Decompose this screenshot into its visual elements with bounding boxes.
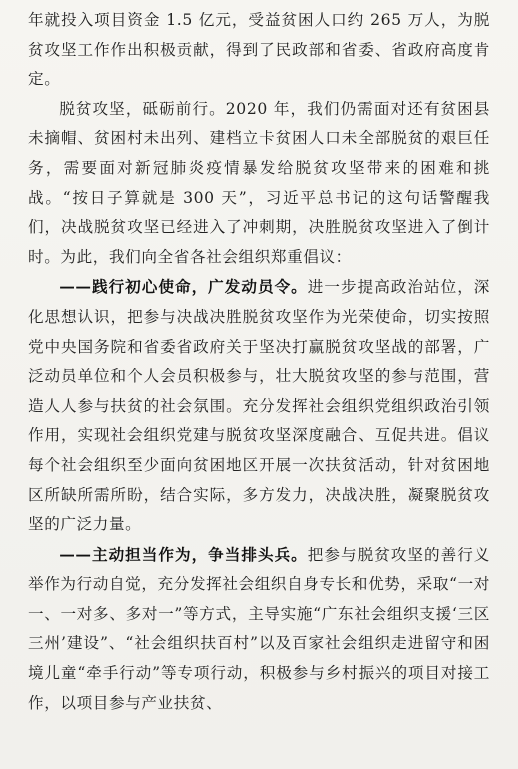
paragraph-2-text: 脱贫攻坚，砥砺前行。2020 年，我们仍需面对还有贫困县未摘帽、贫困村未出列、建档立卡贫困人口未全部脱贫的艰巨任务，需要面对新冠肺炎疫情暴发给脱贫攻坚带来的困难和挑战。“按日子算就是 300 天”，习近平总书记的这句话警醒我们，决战脱贫攻坚已经进入了冲刺期，决胜脱贫攻坚进入了倒计时。为此，我们向全省各社会组织郑重倡议： — [28, 99, 490, 266]
paragraph-2 — [28, 95, 490, 273]
paragraph-3-heading: ——践行初心使命，广发动员令。 — [59, 277, 308, 297]
paragraph-1 — [28, 6, 490, 95]
paragraph-4-heading: ——主动担当作为，争当排头兵。 — [59, 544, 308, 564]
paragraph-3 — [28, 272, 490, 539]
paragraph-1-text: 年就投入项目资金 1.5 亿元，受益贫困人口约 265 万人，为脱贫攻坚工作作出积极贡献，得到了民政部和省委、省政府高度肯定。 — [28, 11, 490, 89]
paragraph-3-text: 进一步提高政治站位，深化思想认识，把参与决战决胜脱贫攻坚作为光荣使命，切实按照党中央国务院和省委省政府关于坚决打赢脱贫攻坚战的部署，广泛动员单位和个人会员积极参与，壮大脱贫攻坚的参与范围，营造人人参与扶贫的社会氛围。充分发挥社会组织党组织政治引领作用，实现社会组织党建与脱贫攻坚深度融合、互促共进。倡议每个社会组织至少面向贫困地区开展一次扶贫活动，针对贫困地区所缺所需所盼，结合实际，多方发力，决战决胜，凝聚脱贫攻坚的广泛力量。 — [28, 278, 490, 534]
paragraph-4 — [28, 540, 490, 719]
paragraph-4-text: 把参与脱贫攻坚的善行义举作为行动自觉，充分发挥社会组织自身专长和优势，采取“一对一、一对多、多对一”等方式，主导实施“广东社会组织支援‘三区三州’建设”、“社会组织扶百村”以及百家社会组织走进留守和困境儿童“牵手行动”等专项行动，积极参与乡村振兴的项目对接工作，以项目参与产业扶贫、 — [28, 545, 490, 712]
